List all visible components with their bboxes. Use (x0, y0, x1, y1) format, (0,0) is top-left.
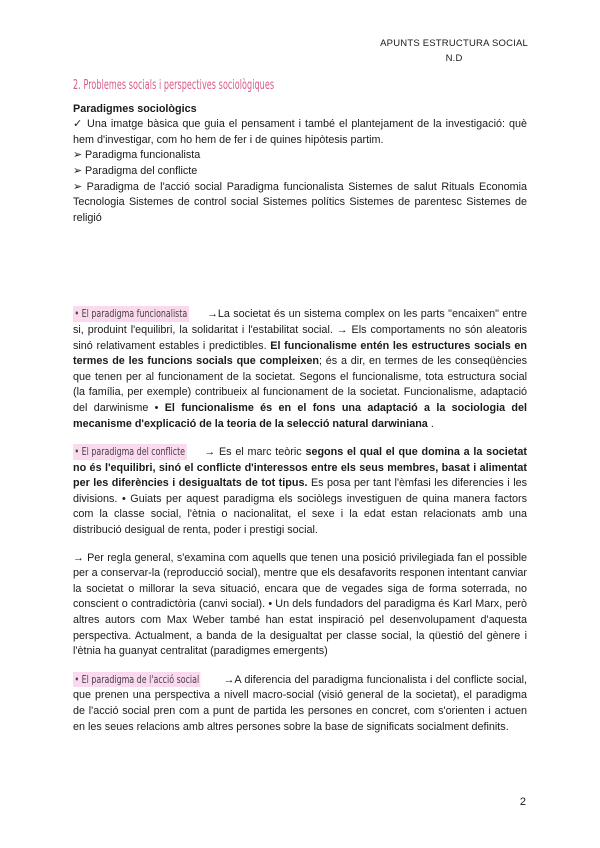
paradigms-heading: Paradigmes sociològics (73, 102, 197, 115)
accio-social-paragraph: • El paradigma de l'acció social →A diferencia del paradigma funcionalista i del conflicte social, que prenen una perspectiva a nivell macro-social (visió general de la societat), el paradigma de l'acció social pren com a punt de partida les persones en concret, com s'orienten i actuen en les seues relacions amb altres persones sobre la base de significats socialment definits. (73, 672, 527, 733)
definition-line: ✓ Una imatge bàsica que guia el pensament i també el plantejament de la investigació: què hem d'investigar, com ho hem de fer i de quines hipòtesis partim. (73, 118, 527, 146)
header-title: APUNTS ESTRUCTURA SOCIAL (380, 38, 528, 49)
funcionalista-highlight-label: • El paradigma funcionalista (74, 307, 188, 321)
conflicte-highlight-label: • El paradigma del conflicte (74, 445, 186, 459)
list-item-conflicte: ➢ Paradigma del conflicte (73, 164, 198, 177)
funcionalista-paragraph: • El paradigma funcionalista →La societat és un sistema complex on les parts "encaixen" entre si, produint l'equilibri, la solidaritat i l'estabilitat social. → Els comportaments no són aleatoris sinó relativament estables i predictibles. El funcionalisme entén les estructures socials en termes de les funcions socials que compleixen; és a dir, en termes de les conseqüències que tenen per al funcionament de la societat. Segons el funcionalisme, tota estructura social (la família, per exemple) contribueix al funcionament de la societat. Funcionalisme, adaptació del darwinisme • El funcionalisme és en el fons una adaptació a la sociologia del mecanisme d'explicació de la teoria de la selecció natural darwiniana . (73, 307, 528, 430)
accio-social-highlight-label: • El paradigma de l'acció social (74, 672, 200, 686)
section-title: 2. Problemes socials i perspectives sociològiques (73, 78, 275, 93)
list-item-accio-social: ➢ Paradigma de l'acció social Paradigma funcionalista Sistemes de salut Rituals Economia Tecnologia Sistemes de control social Sistemes polítics Sistemes de parentesc Sistemes de religió (73, 180, 527, 224)
page-number: 2 (519, 796, 526, 808)
header-initials: N.D (445, 53, 463, 64)
conflicte-paragraph-2: → Per regla general, s'examina com aquells que tenen una posició privilegiada fan el possible per a conservar-la (reproducció social), mentre que els desafavorits responen intentant canviar la societat o millorar la seva situació, encara que de vegades siga de forma soterrada, no conscient o contradictòria (canvi social). • Un dels fundadors del paradigma és Karl Marx, però altres autors com Max Weber també han estat inspiració pel desenvolupament d'aquesta perspectiva. Actualment, a banda de la desigualtat per classe social, la qüestió del gènere i l'ètnia ha guanyat centralitat (paradigmes emergents) (73, 551, 527, 658)
list-item-funcionalista: ➢ Paradigma funcionalista (73, 149, 201, 162)
page-header (380, 36, 528, 66)
conflicte-paragraph: • El paradigma del conflicte → Es el marc teòric segons el qual el que domina a la societat no és l'equilibri, sinó el conflicte d'interessos entre els seus membres, basat i alimentat per les diferències i desigualtats de tot tipus. Es posa per tant l'èmfasi les diferencies i les divisions. • Guiats per aquest paradigma els sociòlegs investiguen de quina manera factors com la classe social, l'ètnia o nacionalitat, el sexe i la edat estan relacionats amb una distribució desigual de renta, poder i prestigi social. (73, 445, 527, 537)
document-body (73, 78, 527, 735)
